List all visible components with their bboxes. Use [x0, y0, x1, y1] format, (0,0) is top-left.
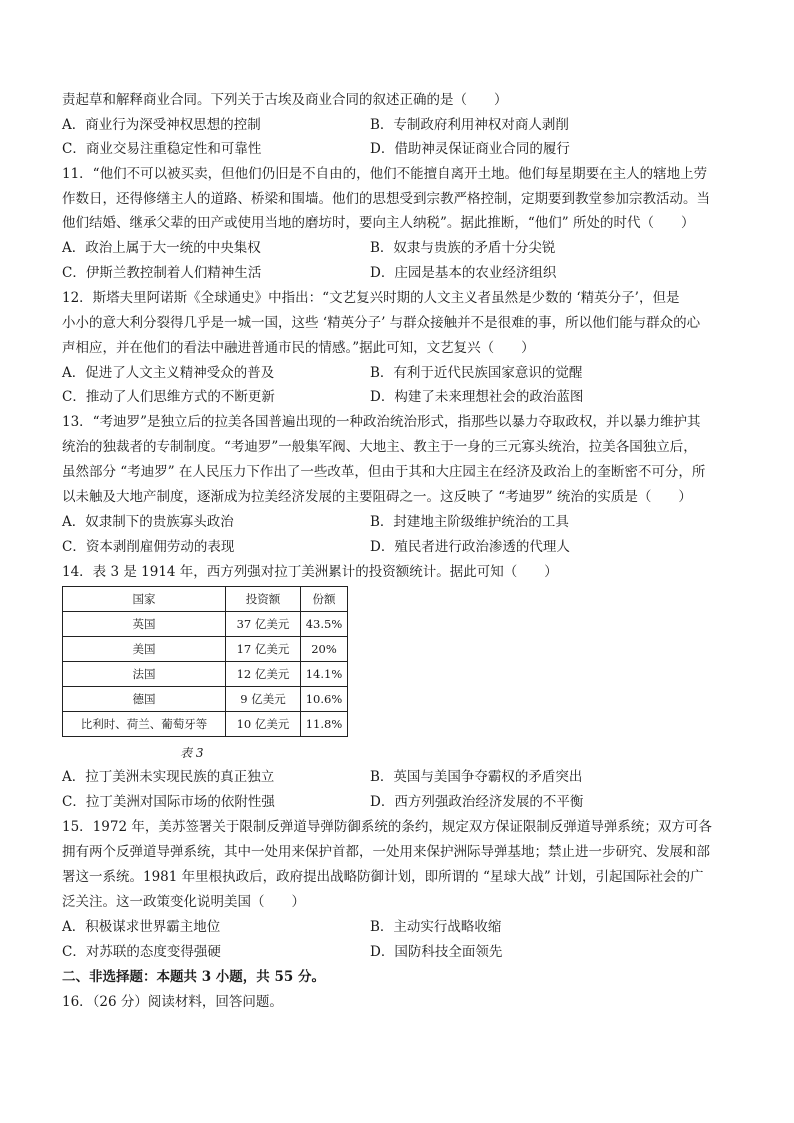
- table-cell: 11.8%: [301, 712, 348, 737]
- q15-option-a: A．积极谋求世界霸主地位: [62, 919, 221, 935]
- table-cell: 14.1%: [301, 662, 348, 687]
- q10-stem-tail: 责起草和解释商业合同。下列关于古埃及商业合同的叙述正确的是（ ）: [62, 92, 508, 108]
- q10-option-a: A．商业行为深受神权思想的控制: [62, 117, 261, 133]
- q16-stem: 16．（26 分）阅读材料，回答问题。: [62, 994, 283, 1010]
- q13-stem-line2: 统治的独裁者的专制制度。“考迪罗”一般集军阀、大地主、教主于一身的三元寡头统治，拉美各国独立后，: [62, 439, 697, 455]
- q15-option-d: D．国防科技全面领先: [370, 944, 503, 960]
- investment-table: [62, 586, 348, 737]
- q13-stem-line3: 虽然部分 “考迪罗” 在人民压力下作出了一些改革，但由于其和大庄园主在经济及政治上的奎断密不可分，所: [62, 464, 706, 480]
- q14-option-b: B．英国与美国争夺霸权的矛盾突出: [370, 769, 583, 785]
- table-cell: 美国: [63, 637, 226, 662]
- q13-option-b: B．封建地主阶级维护统治的工具: [370, 514, 569, 530]
- table-header-cell: 国家: [63, 587, 226, 612]
- table-cell: 法国: [63, 662, 226, 687]
- table-cell: 比利时、荷兰、葡萄牙等: [63, 712, 226, 737]
- table-header-cell: 投资额: [226, 587, 301, 612]
- q14-stem: 14．表 3 是 1914 年，西方列强对拉丁美洲累计的投资额统计。据此可知（ ）: [62, 564, 558, 580]
- table-cell: 17 亿美元: [226, 637, 301, 662]
- q11-stem-line3: 他们结婚、继承父辈的田产或使用当地的磨坊时，要向主人纳税”。据此推断，“他们” 所处的时代（ ）: [62, 215, 695, 231]
- table-cell: 43.5%: [301, 612, 348, 637]
- q12-option-b: B．有利于近代民族国家意识的觉醒: [370, 365, 583, 381]
- q11-option-c: C．伊斯兰教控制着人们精神生活: [62, 265, 262, 281]
- table-cell: 英国: [63, 612, 226, 637]
- table-header-row: [63, 587, 348, 612]
- q12-stem-line2: 小小的意大利分裂得几乎是一城一国，这些 ‘精英分子’ 与群众接触并不是很难的事，所以他们能与群众的心: [62, 315, 701, 331]
- q15-stem-line1: 15．1972 年，美苏签署关于限制反弹道导弹防御系统的条约，规定双方保证限制反弹道导弹系统；双方可各: [62, 819, 712, 835]
- q15-option-b: B．主动实行战略收缩: [370, 919, 502, 935]
- q15-stem-line3: 署这一系统。1981 年里根执政后，政府提出战略防御计划，即所谓的 “星球大战” 计划，引起国际社会的广: [62, 869, 704, 885]
- q12-stem-line1: 12．斯塔夫里阿诺斯《全球通史》中指出：“文艺复兴时期的人文主义者虽然是少数的 ‘精英分子’，但是: [62, 290, 680, 306]
- q10-option-d: D．借助神灵保证商业合同的履行: [370, 141, 570, 157]
- table-cell: 20%: [301, 637, 348, 662]
- q13-option-a: A．奴隶制下的贵族寡头政治: [62, 514, 234, 530]
- table-cell: 12 亿美元: [226, 662, 301, 687]
- table-row: [63, 712, 348, 737]
- table-header-cell: 份额: [301, 587, 348, 612]
- table-caption: 表 3: [180, 746, 204, 760]
- table-cell: 9 亿美元: [226, 687, 301, 712]
- q15-stem-line2: 拥有两个反弹道导弹系统，其中一处用来保护首都，一处用来保护洲际导弹基地；禁止进一步研究、发展和部: [62, 844, 710, 860]
- q10-option-b: B．专制政府利用神权对商人剥削: [370, 117, 569, 133]
- q13-stem-line4: 以未触及大地产制度，逐渐成为拉美经济发展的主要阻碍之一。这反映了 “考迪罗” 统治的实质是（ ）: [62, 489, 692, 505]
- q11-option-d: D．庄园是基本的农业经济组织: [370, 265, 557, 281]
- table-row: [63, 637, 348, 662]
- q15-option-c: C．对苏联的态度变得强硬: [62, 944, 221, 960]
- table-row: [63, 662, 348, 687]
- q13-option-c: C．资本剥削雇佣劳动的表现: [62, 539, 235, 555]
- table-cell: 37 亿美元: [226, 612, 301, 637]
- q11-option-a: A．政治上属于大一统的中央集权: [62, 240, 261, 256]
- section-two-heading: 二、非选择题：本题共 3 小题，共 55 分。: [62, 969, 325, 985]
- q12-option-c: C．推动了人们思维方式的不断更新: [62, 389, 275, 405]
- q15-stem-line4: 泛关注。这一政策变化说明美国（ ）: [62, 894, 305, 910]
- table-cell: 德国: [63, 687, 226, 712]
- q11-stem-line1: 11．“他们不可以被买卖，但他们仍旧是不自由的，他们不能擅自离开土地。他们每星期要在主人的辖地上劳: [62, 166, 708, 182]
- q11-stem-line2: 作数日，还得修缮主人的道路、桥梁和围墙。他们的思想受到宗教严格控制，定期要到教堂参加宗教活动。当: [62, 191, 710, 207]
- q14-option-a: A．拉丁美洲未实现民族的真正独立: [62, 769, 275, 785]
- q10-option-c: C．商业交易注重稳定性和可靠性: [62, 141, 262, 157]
- q14-option-d: D．西方列强政治经济发展的不平衡: [370, 794, 584, 810]
- q14-option-c: C．拉丁美洲对国际市场的依附性强: [62, 794, 275, 810]
- table-cell: 10 亿美元: [226, 712, 301, 737]
- q13-option-d: D．殖民者进行政治渗透的代理人: [370, 539, 570, 555]
- table-row: [63, 612, 348, 637]
- table-row: [63, 687, 348, 712]
- q12-stem-line3: 声相应，并在他们的看法中融进普通市民的情感。”据此可知，文艺复兴（ ）: [62, 340, 535, 356]
- q12-option-a: A．促进了人文主义精神受众的普及: [62, 365, 275, 381]
- q11-option-b: B．奴隶与贵族的矛盾十分尖锐: [370, 240, 556, 256]
- table-cell: 10.6%: [301, 687, 348, 712]
- q13-stem-line1: 13．“考迪罗”是独立后的拉美各国普遍出现的一种政治统治形式，指那些以暴力夺取政权，并以暴力维护其: [62, 414, 701, 430]
- q12-option-d: D．构建了未来理想社会的政治蓝图: [370, 389, 584, 405]
